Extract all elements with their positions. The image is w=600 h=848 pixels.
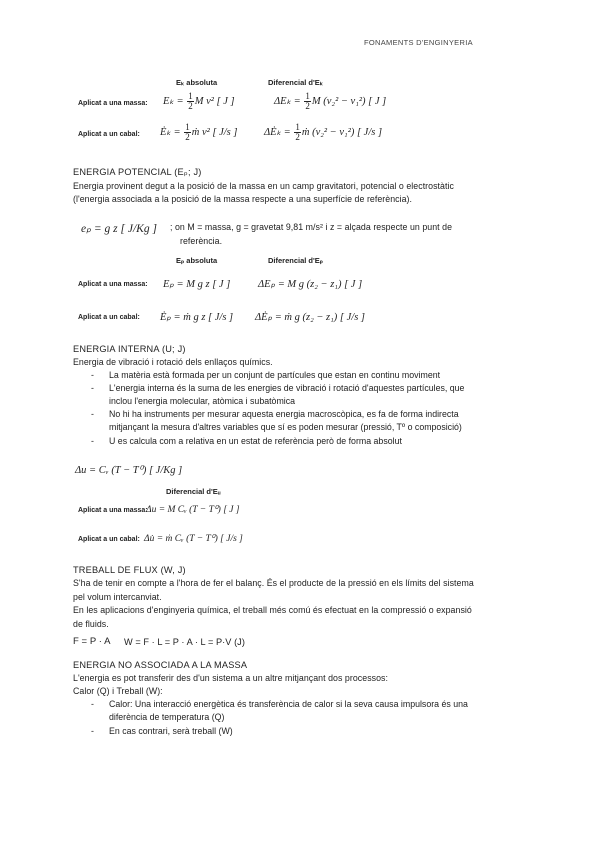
internal-bullet-2-cont: inclou l'energia molecular, atòmica i subatòmica bbox=[109, 396, 296, 406]
internal-flow-differential: Δu̇ = ṁ Cᵥ (T − T⁰) [ J/s ] bbox=[144, 534, 243, 544]
potential-title: ENERGIA POTENCIAL (Eₚ; J) bbox=[73, 167, 202, 177]
internal-bullet-2: L'energia interna és la suma de les energies de vibració i rotació d'aquestes partícules, que bbox=[109, 383, 465, 393]
flow-work-line-2: pel volum intercanviat. bbox=[73, 592, 162, 602]
potential-note-1: ; on M = massa, g = gravetat 9,81 m/s² i z = alçada respecte un punt de bbox=[170, 222, 453, 232]
internal-bullet-dash: - bbox=[91, 409, 94, 419]
potential-line-1: Energia provinent degut a la posició de la massa en un camp gravitatori, potencial o electrostàtic bbox=[73, 181, 454, 191]
internal-title: ENERGIA INTERNA (U; J) bbox=[73, 344, 186, 354]
internal-row-flow: Aplicat a un cabal: bbox=[78, 536, 140, 543]
flow-work-line-4: de fluids. bbox=[73, 619, 109, 629]
kinetic-mass-formula: Eₖ = $\frac{1}{2}$ M v² [ J ] bbox=[163, 91, 235, 111]
non-mass-title: ENERGIA NO ASSOCIADA A LA MASSA bbox=[73, 660, 248, 670]
flow-work-formula-force: F = P · A bbox=[73, 636, 111, 647]
non-mass-line-1: L'energia es pot transferir des d'un sistema a un altre mitjançant dos processos: bbox=[73, 673, 388, 683]
kinetic-flow-differential: ΔĖₖ = $\frac{1}{2}$ ṁ (v₂² − v₁²) [ J/s ] bbox=[264, 122, 383, 142]
potential-col-absolute: Eₚ absoluta bbox=[176, 256, 218, 265]
internal-bullet-dash: - bbox=[91, 370, 94, 380]
internal-mass-differential: Δu = M Cᵥ (T − T⁰) [ J ] bbox=[146, 505, 240, 515]
potential-mass-differential: ΔEₚ = M g (z₂ − z₁) [ J ] bbox=[258, 279, 363, 290]
page-header: FONAMENTS D'ENGINYERIA bbox=[364, 38, 473, 47]
internal-bullet-dash: - bbox=[91, 436, 94, 446]
potential-note-2: referència. bbox=[180, 236, 223, 246]
non-mass-bullet-1: Calor: Una interacció energètica és transferència de calor si la seva causa impulsora és una bbox=[109, 699, 468, 709]
flow-work-formula-work: W = F · L = P · A · L = P·V (J) bbox=[124, 637, 245, 647]
kinetic-row-mass: Aplicat a una massa: bbox=[78, 100, 148, 107]
flow-work-line-1: S'ha de tenir en compte a l'hora de fer el balanç. És el producte de la pressió en els límits del sistema bbox=[73, 578, 474, 588]
kinetic-row-flow: Aplicat a un cabal: bbox=[78, 131, 140, 138]
internal-bullet-dash: - bbox=[91, 383, 94, 393]
potential-col-differential: Diferencial d'Eₚ bbox=[268, 256, 324, 265]
potential-mass-formula: Eₚ = M g z [ J ] bbox=[163, 279, 231, 290]
internal-intro: Energia de vibració i rotació dels enllaços químics. bbox=[73, 357, 273, 367]
kinetic-flow-formula: Ėₖ = $\frac{1}{2}$ ṁ v² [ J/s ] bbox=[160, 122, 238, 142]
internal-bullet-3-cont: mitjançant la mesura d'altres variables que sí es poden mesurar (pressió, Tº o composició) bbox=[109, 422, 462, 432]
non-mass-bullet-2: En cas contrari, serà treball (W) bbox=[109, 726, 233, 736]
potential-specific-formula: eₚ = g z [ J/Kg ] bbox=[81, 223, 157, 235]
internal-row-mass: Aplicat a una massa: bbox=[78, 507, 148, 514]
flow-work-title: TREBALL DE FLUX (W, J) bbox=[73, 565, 186, 575]
internal-specific-formula: Δu = Cᵥ (T − T⁰) [ J/Kg ] bbox=[75, 465, 183, 476]
non-mass-bullet-dash: - bbox=[91, 699, 94, 709]
potential-line-2: (l'energia associada a la posició de la massa respecte a una superfície de referència). bbox=[73, 194, 413, 204]
non-mass-line-2: Calor (Q) i Treball (W): bbox=[73, 686, 163, 696]
kinetic-col-absolute: Eₖ absoluta bbox=[176, 78, 218, 87]
potential-row-mass: Aplicat a una massa: bbox=[78, 281, 148, 288]
kinetic-mass-differential: ΔEₖ = $\frac{1}{2}$ M (v₂² − v₁²) [ J ] bbox=[274, 91, 387, 111]
internal-bullet-1: La matèria està formada per un conjunt de partícules que estan en continu moviment bbox=[109, 370, 441, 380]
internal-bullet-3: No hi ha instruments per mesurar aquesta energia macroscòpica, es fa de forma indirecta bbox=[109, 409, 459, 419]
non-mass-bullet-dash: - bbox=[91, 726, 94, 736]
non-mass-bullet-1-cont: diferència de temperatura (Q) bbox=[109, 712, 225, 722]
potential-flow-formula: Ėₚ = ṁ g z [ J/s ] bbox=[160, 312, 234, 323]
internal-col-differential: Diferencial d'Eᵤ bbox=[166, 487, 221, 496]
flow-work-line-3: En les aplicacions d'enginyeria química, el treball més comú és efectuat en la compressió o expansió bbox=[73, 605, 472, 615]
potential-row-flow: Aplicat a un cabal: bbox=[78, 314, 140, 321]
potential-flow-differential: ΔĖₚ = ṁ g (z₂ − z₁) [ J/s ] bbox=[255, 312, 366, 323]
kinetic-col-differential: Diferencial d'Eₖ bbox=[268, 78, 323, 87]
internal-bullet-4: U es calcula com a relativa en un estat de referència però de forma absolut bbox=[109, 436, 402, 446]
